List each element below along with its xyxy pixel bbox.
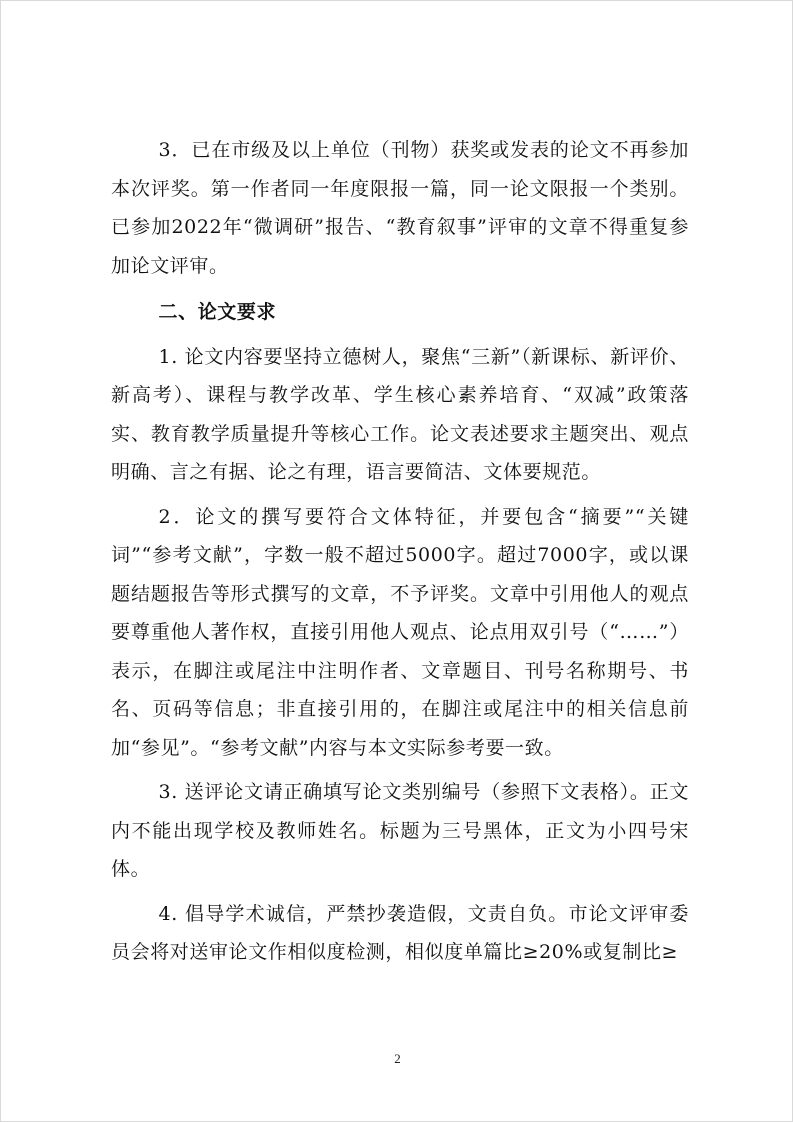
section-heading-paper-requirements: 二、论文要求 [158, 301, 277, 323]
page-number: 2 [394, 1051, 401, 1066]
paragraph-requirement-4: 4. 倡导学术诚信，严禁抄袭造假，文责自负。市论文评审委员会将对送审论文作相似度检测，相似度单篇比≥20%或复制比≥ [111, 902, 689, 963]
paragraph-requirement-3: 3. 送评论文请正确填写论文类别编号（参照下文表格）。正文内不能出现学校及教师姓名。标题为三号黑体，正文为小四号宋体。 [111, 781, 689, 880]
paragraph-rule-3: 3．已在市级及以上单位（刊物）获奖或发表的论文不再参加本次评奖。第一作者同一年度限报一篇，同一论文限报一个类别。已参加2022年“微调研”报告、“教育叙事”评审的文章不得重复参加论文评审。 [111, 139, 689, 277]
paragraph-requirement-2: 2．论文的撰写要符合文体特征，并要包含“摘要”“关键词”“参考文献”，字数一般不超过5000字。超过7000字，或以课题结题报告等形式撰写的文章，不予评奖。文章中引用他人的观点要尊重他人著作权，直接引用他人观点、论点用双引号（“……”）表示，在脚注或尾注中注明作者、文章题目、刊号名称期号、书名、页码等信息；非直接引用的，在脚注或尾注中的相关信息前加“参见”。“参考文献”内容与本文实际参考要一致。 [111, 505, 689, 759]
paragraph-requirement-1: 1. 论文内容要坚持立德树人，聚焦“三新”（新课标、新评价、新高考）、课程与教学改革、学生核心素养培育、“双减”政策落实、教育教学质量提升等核心工作。论文表述要求主题突出、观点明确、言之有据、论之有理，语言要简洁、文体要规范。 [111, 345, 689, 483]
document-body [111, 131, 689, 972]
